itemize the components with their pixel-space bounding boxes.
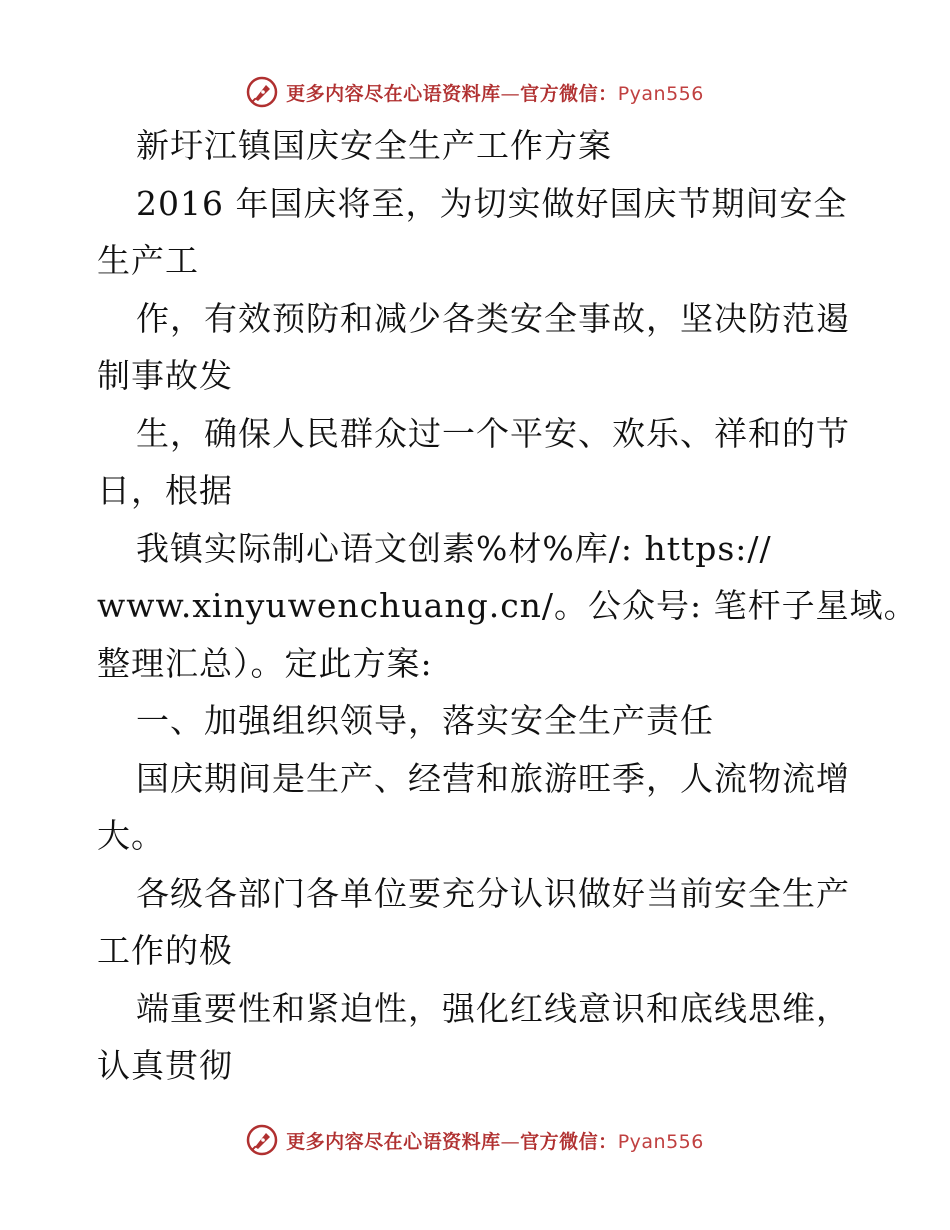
watermark-text: 更多内容尽在心语资料库—官方微信：Pyan556 — [286, 82, 704, 105]
paragraph-line: 2016 年国庆将至，为切实做好国庆节期间安全 — [136, 183, 848, 223]
paragraph-line: 生产工 — [97, 241, 199, 280]
paragraph-line: 制事故发 — [97, 356, 233, 395]
paragraph-line: 生，确保人民群众过一个平安、欢乐、祥和的节 — [136, 413, 850, 453]
paragraph-line: 日，根据 — [97, 471, 233, 510]
document-title: 新圩江镇国庆安全生产工作方案 — [136, 126, 612, 165]
header-watermark — [0, 72, 950, 112]
paragraph-line: 端重要性和紧迫性，强化红线意识和底线思维， — [136, 988, 850, 1028]
paragraph-line: 整理汇总）。定此方案: — [97, 643, 433, 683]
paragraph-line: 认真贯彻 — [97, 1046, 233, 1085]
watermark-text: 更多内容尽在心语资料库—官方微信：Pyan556 — [286, 1130, 704, 1153]
section-heading: 一、加强组织领导，落实安全生产责任 — [136, 701, 714, 740]
pen-nib-logo-icon — [246, 1124, 278, 1156]
paragraph-line: 工作的极 — [97, 931, 233, 970]
footer-watermark — [0, 1120, 950, 1160]
paragraph-line: 我镇实际制心语文创素%材%库/: https:// — [136, 528, 772, 568]
document-body — [97, 117, 918, 1095]
paragraph-line: 国庆期间是生产、经营和旅游旺季，人流物流增 — [136, 758, 850, 798]
paragraph-line: 大。 — [97, 816, 165, 855]
pen-nib-logo-icon — [246, 76, 278, 108]
paragraph-line: www.xinyuwenchuang.cn/。公众号: 笔杆子星域。 — [97, 586, 918, 625]
paragraph-line: 作，有效预防和减少各类安全事故，坚决防范遏 — [136, 298, 850, 338]
paragraph-line: 各级各部门各单位要充分认识做好当前安全生产 — [136, 873, 850, 913]
